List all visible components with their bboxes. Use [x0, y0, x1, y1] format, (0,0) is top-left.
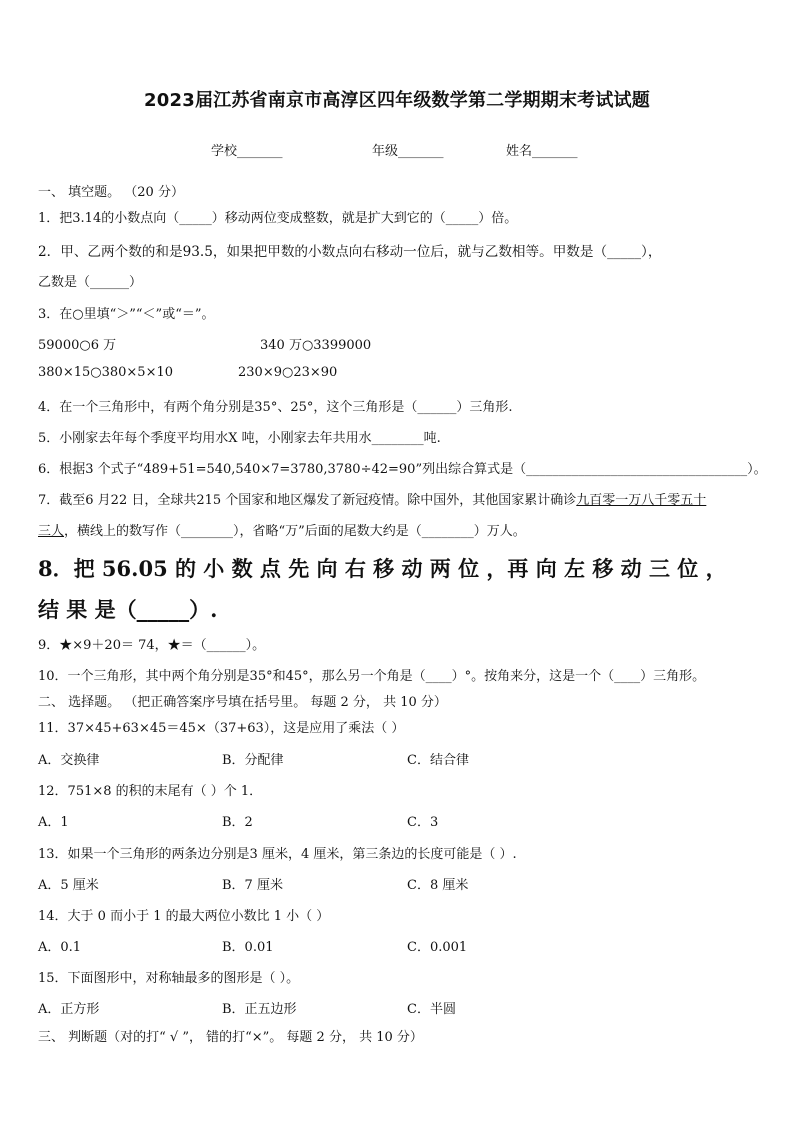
- option-c: C．结合律: [407, 753, 469, 768]
- compare-item: 380×15○380×5×10: [38, 365, 174, 380]
- question-7-continued: [38, 520, 526, 539]
- option-a: A．1: [38, 815, 69, 830]
- question-7-text: ，横线上的数写作（________），省略“万”后面的尾数大约是（________）万人。: [64, 524, 526, 539]
- option-a: A．正方形: [38, 1002, 100, 1017]
- question-7-underlined: 九百零一万八千零五十: [576, 493, 707, 508]
- option-b: B．正五边形: [222, 1002, 297, 1017]
- option-b: B．7 厘米: [222, 878, 283, 893]
- compare-item: 230×9○23×90: [238, 365, 338, 380]
- page-title: 2023届江苏省南京市高淳区四年级数学第二学期期末考试试题: [144, 90, 650, 111]
- name-field: 姓名_______: [506, 144, 578, 159]
- question-2-continued: 乙数是（______）: [38, 275, 143, 290]
- question-11: 11．37×45+63×45＝45×（37+63），这是应用了乘法（ ）: [38, 721, 405, 736]
- section-heading: 二、 选择题。 （把正确答案序号填在括号里。 每题 2 分， 共 10 分）: [38, 695, 447, 710]
- option-a: A．交换律: [38, 753, 100, 768]
- option-a: A．5 厘米: [38, 878, 99, 893]
- question-10: 10．一个三角形，其中两个角分别是35°和45°，那么另一个角是（____）°。按角来分，这是一个（____）三角形。: [38, 669, 706, 684]
- question-6: 6．根据3 个式子“489+51=540,540×7=3780,3780÷42=90”列出综合算式是（__________________________________）。: [38, 462, 767, 477]
- option-c: C．0.001: [407, 940, 468, 955]
- grade-field: 年级_______: [372, 144, 444, 159]
- question-4: 4．在一个三角形中，有两个角分别是35°、25°，这个三角形是（______）三角形.: [38, 400, 513, 415]
- question-9: 9．★×9＋20＝ 74，★＝（______）。: [38, 638, 266, 653]
- question-8: 8．把 56.05 的 小 数 点 先 向 右 移 动 两 位 ，再 向 左 移 动 三 位 ，: [38, 556, 727, 581]
- question-5: 5．小刚家去年每个季度平均用水X 吨，小刚家去年共用水________吨.: [38, 431, 441, 446]
- option-b: B．0.01: [222, 940, 274, 955]
- question-8-continued: 结 果 是（_____）.: [38, 597, 218, 622]
- question-7: [38, 489, 706, 508]
- question-3: 3．在○里填“＞”“＜”或“＝”。: [38, 307, 215, 322]
- option-b: B．分配律: [222, 753, 284, 768]
- question-12: 12．751×8 的积的末尾有（ ）个 1．: [38, 784, 263, 799]
- section-heading: 三、 判断题（对的打“ √ ”， 错的打“×”。 每题 2 分， 共 10 分）: [38, 1030, 423, 1045]
- option-c: C．8 厘米: [407, 878, 469, 893]
- option-a: A．0.1: [38, 940, 82, 955]
- question-1: 1．把3.14的小数点向（_____）移动两位变成整数，就是扩大到它的（_____）倍。: [38, 211, 518, 226]
- question-15: 15．下面图形中，对称轴最多的图形是（ ）。: [38, 971, 300, 986]
- question-13: 13．如果一个三角形的两条边分别是3 厘米，4 厘米，第三条边的长度可能是（ ）.: [38, 847, 517, 862]
- question-14: 14．大于 0 而小于 1 的最大两位小数比 1 小（ ）: [38, 909, 330, 924]
- option-c: C．半圆: [407, 1002, 456, 1017]
- question-7-underlined: 三人: [38, 524, 65, 539]
- section-heading: 一、 填空题。 （20 分）: [38, 185, 184, 200]
- option-c: C．3: [407, 815, 439, 830]
- question-2: 2．甲、乙两个数的和是93.5，如果把甲数的小数点向右移动一位后，就与乙数相等。甲数是（_____），: [38, 244, 662, 260]
- option-b: B．2: [222, 815, 253, 830]
- compare-item: 340 万○3399000: [260, 338, 372, 353]
- question-7-text: 7．截至6 月22 日，全球共215 个国家和地区爆发了新冠疫情。除中国外，其他国家累计确诊: [38, 493, 577, 508]
- school-field: 学校_______: [211, 144, 283, 159]
- compare-item: 59000○6 万: [38, 338, 117, 353]
